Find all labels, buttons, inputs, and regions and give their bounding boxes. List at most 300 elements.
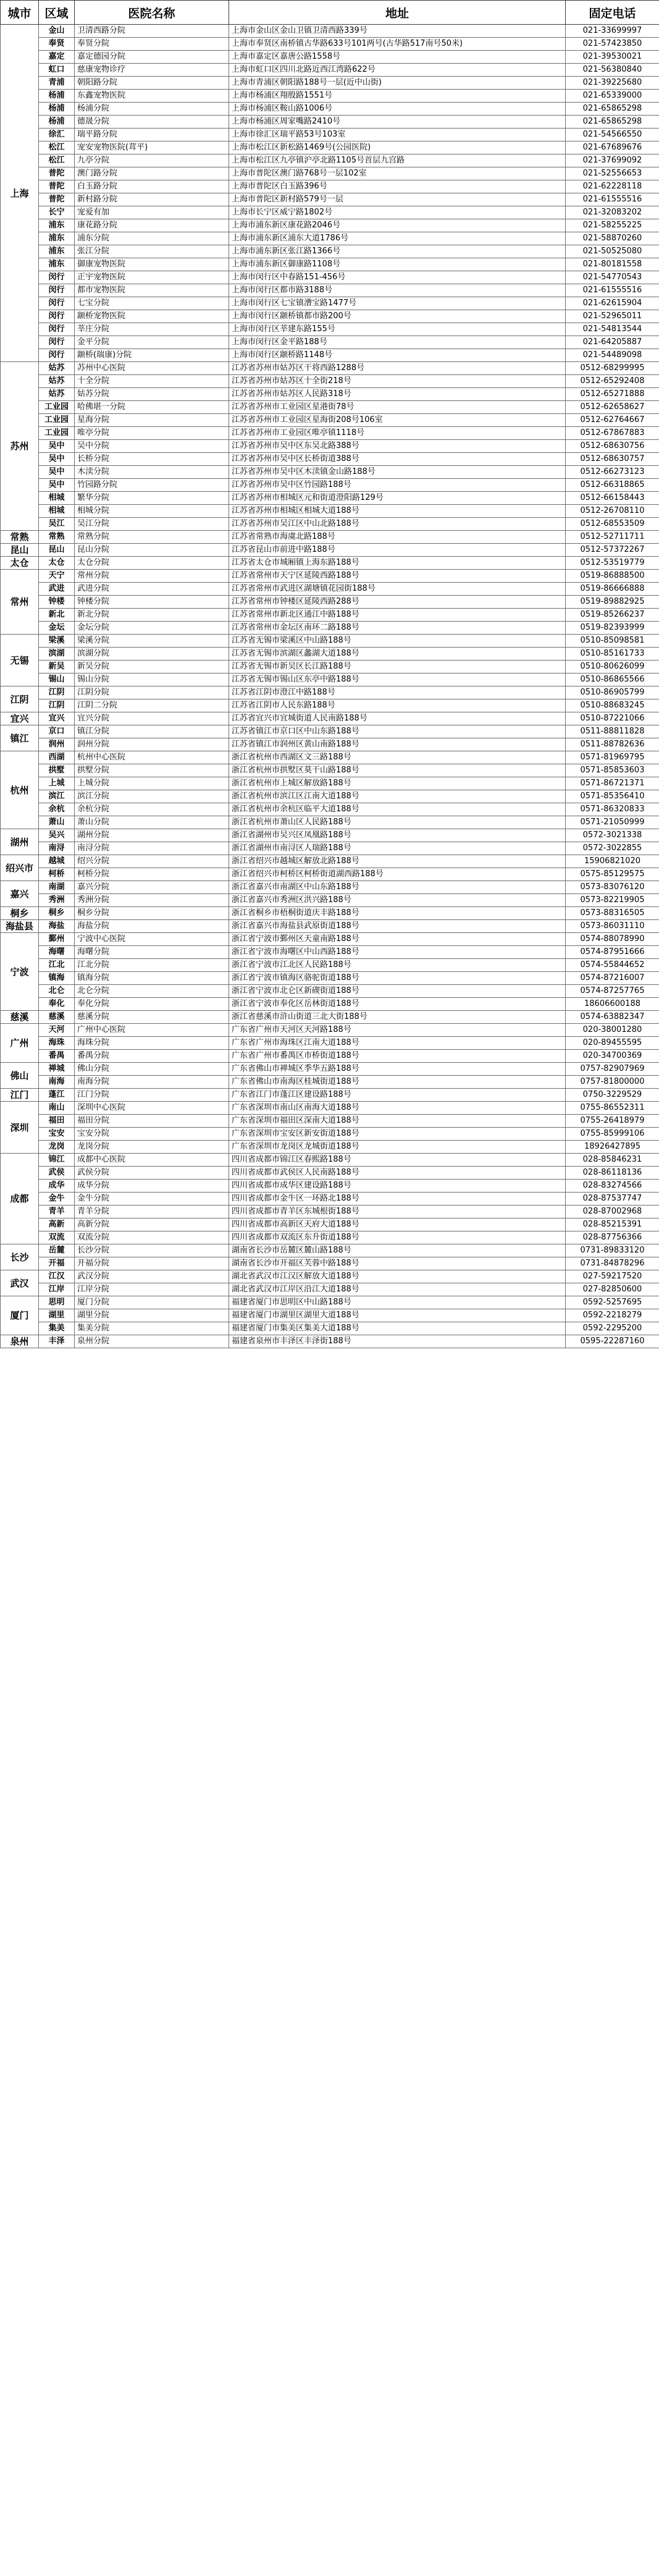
- address-cell: 浙江省宁波市海曙区中山西路188号: [229, 946, 566, 959]
- district-cell: 秀洲: [39, 894, 75, 907]
- phone-cell: 0510-88683245: [566, 699, 659, 712]
- table-row: [1, 1180, 659, 1193]
- hospital-name-cell: 金牛分院: [75, 1193, 229, 1206]
- table-row: [1, 1257, 659, 1270]
- hospital-name-cell: 宠安宠物医院(茸平): [75, 141, 229, 154]
- address-cell: 浙江省宁波市北仑区新碶街道188号: [229, 985, 566, 998]
- phone-cell: 18606600188: [566, 998, 659, 1011]
- district-cell: 吴中: [39, 466, 75, 479]
- phone-cell: 0592-2295200: [566, 1322, 659, 1335]
- district-cell: 思明: [39, 1296, 75, 1309]
- city-cell: 太仓: [1, 557, 39, 570]
- table-row: [1, 232, 659, 245]
- district-cell: 松江: [39, 141, 75, 154]
- address-cell: 江苏省常州市金坛区南环二路188号: [229, 622, 566, 635]
- phone-cell: 0512-68299995: [566, 362, 659, 375]
- address-cell: 江苏省常州市钟楼区延陵西路288号: [229, 596, 566, 609]
- hospital-name-cell: 浦东分院: [75, 232, 229, 245]
- district-cell: 钟楼: [39, 596, 75, 609]
- hospital-name-cell: 奉化分院: [75, 998, 229, 1011]
- address-cell: 江苏省苏州市姑苏区干将西路1288号: [229, 362, 566, 375]
- address-cell: 上海市普陀区新村路579号一层: [229, 193, 566, 206]
- table-row: [1, 1141, 659, 1154]
- address-cell: 江苏省宜兴市宜城街道人民南路188号: [229, 712, 566, 725]
- city-cell: 慈溪: [1, 1011, 39, 1024]
- district-cell: 润州: [39, 738, 75, 751]
- district-cell: 上城: [39, 777, 75, 790]
- table-row: [1, 1167, 659, 1180]
- phone-cell: 0512-53519779: [566, 557, 659, 570]
- hospital-name-cell: 杭州中心医院: [75, 751, 229, 764]
- city-cell: 湖州: [1, 829, 39, 855]
- district-cell: 滨湖: [39, 648, 75, 661]
- city-cell: 常熟: [1, 531, 39, 544]
- phone-cell: 0574-87257765: [566, 985, 659, 998]
- address-cell: 广东省佛山市南海区桂城街道188号: [229, 1076, 566, 1089]
- table-row: [1, 414, 659, 427]
- city-cell: 深圳: [1, 1102, 39, 1154]
- district-cell: 奉化: [39, 998, 75, 1011]
- hospital-name-cell: 颛桥(瑞康)分院: [75, 349, 229, 362]
- table-row: [1, 1270, 659, 1283]
- table-row: [1, 998, 659, 1011]
- table-row: [1, 596, 659, 609]
- district-cell: 杨浦: [39, 103, 75, 116]
- phone-cell: 0512-57372267: [566, 544, 659, 557]
- district-cell: 浦东: [39, 245, 75, 258]
- address-cell: 江苏省无锡市滨湖区蠡湖大道188号: [229, 648, 566, 661]
- district-cell: 湖里: [39, 1309, 75, 1322]
- table-row: [1, 1128, 659, 1141]
- address-cell: 江苏省镇江市京口区中山东路188号: [229, 725, 566, 738]
- phone-cell: 021-52965011: [566, 310, 659, 323]
- district-cell: 余杭: [39, 803, 75, 816]
- district-cell: 武侯: [39, 1167, 75, 1180]
- table-row: [1, 349, 659, 362]
- hospital-name-cell: 成都中心医院: [75, 1154, 229, 1167]
- city-cell: 海盐县: [1, 920, 39, 933]
- phone-cell: 0575-85129575: [566, 868, 659, 881]
- address-cell: 广东省深圳市宝安区新安街道188号: [229, 1128, 566, 1141]
- hospital-name-cell: 镇江分院: [75, 725, 229, 738]
- table-row: [1, 518, 659, 531]
- address-cell: 湖南省长沙市岳麓区麓山路188号: [229, 1244, 566, 1257]
- address-cell: 浙江省宁波市江北区人民路188号: [229, 959, 566, 972]
- district-cell: 闵行: [39, 271, 75, 284]
- district-cell: 禅城: [39, 1063, 75, 1076]
- address-cell: 湖北省武汉市江汉区解放大道188号: [229, 1270, 566, 1283]
- table-row: [1, 985, 659, 998]
- table-row: [1, 505, 659, 518]
- address-cell: 上海市闵行区中春路151-456号: [229, 271, 566, 284]
- phone-cell: 0519-85266237: [566, 609, 659, 622]
- hospital-name-cell: 萧山分院: [75, 816, 229, 829]
- hospital-name-cell: 七宝分院: [75, 297, 229, 310]
- table-row: [1, 751, 659, 764]
- address-cell: 上海市浦东新区浦东大道1786号: [229, 232, 566, 245]
- district-cell: 北仑: [39, 985, 75, 998]
- district-cell: 锦江: [39, 1154, 75, 1167]
- district-cell: 吴中: [39, 453, 75, 466]
- hospital-name-cell: 江阴二分院: [75, 699, 229, 712]
- address-cell: 四川省成都市武侯区人民南路188号: [229, 1167, 566, 1180]
- address-cell: 上海市长宁区威宁路1802号: [229, 206, 566, 219]
- district-cell: 闵行: [39, 310, 75, 323]
- address-cell: 四川省成都市高新区天府大道188号: [229, 1218, 566, 1231]
- district-cell: 双流: [39, 1231, 75, 1244]
- phone-cell: 020-38001280: [566, 1024, 659, 1037]
- phone-cell: 0571-21050999: [566, 816, 659, 829]
- address-cell: 上海市普陀区白玉路396号: [229, 180, 566, 193]
- phone-cell: 021-33699997: [566, 25, 659, 38]
- district-cell: 桐乡: [39, 907, 75, 920]
- table-header-row: [1, 1, 659, 25]
- phone-cell: 0512-65292408: [566, 375, 659, 388]
- city-cell: 昆山: [1, 544, 39, 557]
- table-row: [1, 816, 659, 829]
- hospital-name-cell: 吴江分院: [75, 518, 229, 531]
- header-district: 区域: [39, 1, 75, 25]
- phone-cell: 021-56380840: [566, 64, 659, 77]
- district-cell: 福田: [39, 1115, 75, 1128]
- phone-cell: 021-54770543: [566, 271, 659, 284]
- header-city: 城市: [1, 1, 39, 25]
- district-cell: 杨浦: [39, 90, 75, 103]
- district-cell: 吴兴: [39, 829, 75, 842]
- address-cell: 江苏省江阴市人民东路188号: [229, 699, 566, 712]
- district-cell: 工业园: [39, 401, 75, 414]
- hospital-name-cell: 慈康宠物诊疗: [75, 64, 229, 77]
- city-cell: 长沙: [1, 1244, 39, 1270]
- district-cell: 滨江: [39, 790, 75, 803]
- address-cell: 上海市杨浦区鞍山路1006号: [229, 103, 566, 116]
- district-cell: 天宁: [39, 570, 75, 583]
- address-cell: 上海市闵行区都市路3188号: [229, 284, 566, 297]
- table-row: [1, 686, 659, 699]
- phone-cell: 0757-81800000: [566, 1076, 659, 1089]
- table-row: [1, 219, 659, 232]
- district-cell: 武进: [39, 583, 75, 596]
- hospital-name-cell: 昆山分院: [75, 544, 229, 557]
- address-cell: 浙江省桐乡市梧桐街道庆丰路188号: [229, 907, 566, 920]
- address-cell: 四川省成都市锦江区春熙路188号: [229, 1154, 566, 1167]
- phone-cell: 027-59217520: [566, 1270, 659, 1283]
- hospital-name-cell: 龙岗分院: [75, 1141, 229, 1154]
- header-phone: 固定电话: [566, 1, 659, 25]
- address-cell: 四川省成都市青羊区东城根街188号: [229, 1206, 566, 1218]
- table-row: [1, 90, 659, 103]
- phone-cell: 028-83274566: [566, 1180, 659, 1193]
- district-cell: 高新: [39, 1218, 75, 1231]
- table-row: [1, 712, 659, 725]
- phone-cell: 0512-67867883: [566, 427, 659, 440]
- address-cell: 上海市闵行区颛桥镇都市路200号: [229, 310, 566, 323]
- hospital-name-cell: 宝安分院: [75, 1128, 229, 1141]
- district-cell: 松江: [39, 154, 75, 167]
- table-row: [1, 362, 659, 375]
- table-row: [1, 77, 659, 90]
- address-cell: 福建省厦门市集美区集美大道188号: [229, 1322, 566, 1335]
- hospital-name-cell: 滨江分院: [75, 790, 229, 803]
- phone-cell: 0574-55844652: [566, 959, 659, 972]
- hospital-name-cell: 嘉定德园分院: [75, 51, 229, 64]
- phone-cell: 0574-87216007: [566, 972, 659, 985]
- table-row: [1, 907, 659, 920]
- table-row: [1, 1063, 659, 1076]
- phone-cell: 020-89455595: [566, 1037, 659, 1050]
- table-row: [1, 1102, 659, 1115]
- table-row: [1, 38, 659, 51]
- table-row: [1, 103, 659, 116]
- address-cell: 福建省泉州市丰泽区丰泽街188号: [229, 1335, 566, 1348]
- table-row: [1, 258, 659, 271]
- phone-cell: 021-67689676: [566, 141, 659, 154]
- hospital-name-cell: 常熟分院: [75, 531, 229, 544]
- phone-cell: 021-32083202: [566, 206, 659, 219]
- district-cell: 南湖: [39, 881, 75, 894]
- table-row: [1, 1076, 659, 1089]
- phone-cell: 0755-85999106: [566, 1128, 659, 1141]
- table-row: [1, 894, 659, 907]
- hospital-name-cell: 十全分院: [75, 375, 229, 388]
- district-cell: 柯桥: [39, 868, 75, 881]
- hospital-name-cell: 都市宠物医院: [75, 284, 229, 297]
- address-cell: 上海市闵行区莘建东路155号: [229, 323, 566, 336]
- address-cell: 四川省成都市成华区建设路188号: [229, 1180, 566, 1193]
- address-cell: 浙江省绍兴市柯桥区柯桥街道湖西路188号: [229, 868, 566, 881]
- city-cell: 绍兴市: [1, 855, 39, 881]
- hospital-name-cell: 星海分院: [75, 414, 229, 427]
- address-cell: 上海市浦东新区康花路2046号: [229, 219, 566, 232]
- district-cell: 工业园: [39, 427, 75, 440]
- hospital-name-cell: 奉贤分院: [75, 38, 229, 51]
- phone-cell: 0573-82219905: [566, 894, 659, 907]
- address-cell: 江苏省苏州市相城区元和街道澄阳路129号: [229, 492, 566, 505]
- district-cell: 太仓: [39, 557, 75, 570]
- city-cell: 厦门: [1, 1296, 39, 1335]
- district-cell: 工业园: [39, 414, 75, 427]
- hospital-name-cell: 广州中心医院: [75, 1024, 229, 1037]
- hospital-name-cell: 朝阳路分院: [75, 77, 229, 90]
- city-cell: 常州: [1, 570, 39, 635]
- table-row: [1, 284, 659, 297]
- district-cell: 吴中: [39, 440, 75, 453]
- phone-cell: 0731-89833120: [566, 1244, 659, 1257]
- hospital-name-cell: 江北分院: [75, 959, 229, 972]
- district-cell: 海曙: [39, 946, 75, 959]
- phone-cell: 0757-82907969: [566, 1063, 659, 1076]
- table-row: [1, 790, 659, 803]
- phone-cell: 0595-22287160: [566, 1335, 659, 1348]
- phone-cell: 0571-85356410: [566, 790, 659, 803]
- phone-cell: 0512-68553509: [566, 518, 659, 531]
- table-row: [1, 946, 659, 959]
- hospital-name-cell: 江岸分院: [75, 1283, 229, 1296]
- table-row: [1, 1193, 659, 1206]
- address-cell: 福建省厦门市湖里区湖里大道188号: [229, 1309, 566, 1322]
- phone-cell: 028-85215391: [566, 1218, 659, 1231]
- phone-cell: 0512-52711711: [566, 531, 659, 544]
- city-cell: 广州: [1, 1024, 39, 1063]
- table-row: [1, 622, 659, 635]
- district-cell: 浦东: [39, 232, 75, 245]
- address-cell: 浙江省嘉兴市海盐县武原街道188号: [229, 920, 566, 933]
- phone-cell: 021-54566550: [566, 129, 659, 141]
- district-cell: 番禺: [39, 1050, 75, 1063]
- address-cell: 广东省广州市番禺区市桥街道188号: [229, 1050, 566, 1063]
- hospital-name-cell: 唯亭分院: [75, 427, 229, 440]
- table-row: [1, 1011, 659, 1024]
- address-cell: 广东省深圳市龙岗区龙城街道188号: [229, 1141, 566, 1154]
- table-row: [1, 959, 659, 972]
- table-row: [1, 868, 659, 881]
- phone-cell: 0511-88811828: [566, 725, 659, 738]
- address-cell: 江苏省苏州市工业园区星港街78号: [229, 401, 566, 414]
- header-address: 地址: [229, 1, 566, 25]
- table-row: [1, 180, 659, 193]
- phone-cell: 0510-85161733: [566, 648, 659, 661]
- address-cell: 四川省成都市双流区东升街道188号: [229, 1231, 566, 1244]
- district-cell: 姑苏: [39, 388, 75, 401]
- phone-cell: 0755-26418979: [566, 1115, 659, 1128]
- district-cell: 越城: [39, 855, 75, 868]
- address-cell: 湖南省长沙市开福区芙蓉中路188号: [229, 1257, 566, 1270]
- hospital-name-cell: 繁华分院: [75, 492, 229, 505]
- district-cell: 虹口: [39, 64, 75, 77]
- hospital-name-cell: 桐乡分院: [75, 907, 229, 920]
- phone-cell: 020-34700369: [566, 1050, 659, 1063]
- phone-cell: 0512-66318865: [566, 479, 659, 492]
- district-cell: 金牛: [39, 1193, 75, 1206]
- table-row: [1, 388, 659, 401]
- table-row: [1, 1206, 659, 1218]
- hospital-name-cell: 九亭分院: [75, 154, 229, 167]
- phone-cell: 021-62228118: [566, 180, 659, 193]
- district-cell: 吴江: [39, 518, 75, 531]
- district-cell: 成华: [39, 1180, 75, 1193]
- address-cell: 上海市闵行区七宝镇漕宝路1477号: [229, 297, 566, 310]
- hospital-name-cell: 武侯分院: [75, 1167, 229, 1180]
- district-cell: 锡山: [39, 674, 75, 686]
- phone-cell: 0592-5257695: [566, 1296, 659, 1309]
- district-cell: 江北: [39, 959, 75, 972]
- hospital-name-cell: 南浔分院: [75, 842, 229, 855]
- phone-cell: 0512-68630757: [566, 453, 659, 466]
- address-cell: 江苏省苏州市工业园区唯亭镇1118号: [229, 427, 566, 440]
- phone-cell: 0512-62764667: [566, 414, 659, 427]
- phone-cell: 0510-87221066: [566, 712, 659, 725]
- address-cell: 浙江省杭州市滨江区江南大道188号: [229, 790, 566, 803]
- hospital-name-cell: 常州分院: [75, 570, 229, 583]
- address-cell: 江苏省无锡市新吴区长江路188号: [229, 661, 566, 674]
- address-cell: 湖北省武汉市江岸区沿江大道188号: [229, 1283, 566, 1296]
- hospital-name-cell: 锡山分院: [75, 674, 229, 686]
- table-row: [1, 1218, 659, 1231]
- hospital-name-cell: 木渎分院: [75, 466, 229, 479]
- hospital-name-cell: 哈佛堪一分院: [75, 401, 229, 414]
- hospital-name-cell: 海曙分院: [75, 946, 229, 959]
- address-cell: 上海市松江区九亭镇沪亭北路1105号首层九宫路: [229, 154, 566, 167]
- table-row: [1, 310, 659, 323]
- address-cell: 广东省佛山市禅城区季华五路188号: [229, 1063, 566, 1076]
- hospital-name-cell: 莘庄分院: [75, 323, 229, 336]
- district-cell: 普陀: [39, 167, 75, 180]
- phone-cell: 021-57423850: [566, 38, 659, 51]
- district-cell: 金坛: [39, 622, 75, 635]
- hospital-name-cell: 滨湖分院: [75, 648, 229, 661]
- address-cell: 上海市闵行区金平路188号: [229, 336, 566, 349]
- hospital-name-cell: 镇海分院: [75, 972, 229, 985]
- district-cell: 普陀: [39, 180, 75, 193]
- district-cell: 相城: [39, 492, 75, 505]
- hospital-name-cell: 钟楼分院: [75, 596, 229, 609]
- phone-cell: 0510-85098581: [566, 635, 659, 648]
- district-cell: 闵行: [39, 349, 75, 362]
- address-cell: 浙江省杭州市上城区解放路188号: [229, 777, 566, 790]
- hospital-name-cell: 湖州分院: [75, 829, 229, 842]
- address-cell: 上海市浦东新区御康路1108号: [229, 258, 566, 271]
- header-hospital: 医院名称: [75, 1, 229, 25]
- hospital-name-cell: 宜兴分院: [75, 712, 229, 725]
- address-cell: 上海市浦东新区张江路1366号: [229, 245, 566, 258]
- hospital-name-cell: 润州分院: [75, 738, 229, 751]
- address-cell: 广东省广州市海珠区江南大道188号: [229, 1037, 566, 1050]
- address-cell: 上海市奉贤区南桥镇古华路633号101两号(古华路517南号50米): [229, 38, 566, 51]
- phone-cell: 0512-68630756: [566, 440, 659, 453]
- address-cell: 浙江省宁波市镇海区骆驼街道188号: [229, 972, 566, 985]
- district-cell: 青浦: [39, 77, 75, 90]
- hospital-name-cell: 新村路分院: [75, 193, 229, 206]
- table-row: [1, 725, 659, 738]
- hospital-name-cell: 成华分院: [75, 1180, 229, 1193]
- table-row: [1, 141, 659, 154]
- phone-cell: 0574-63882347: [566, 1011, 659, 1024]
- table-row: [1, 1335, 659, 1348]
- table-row: [1, 271, 659, 284]
- hospital-name-cell: 柯桥分院: [75, 868, 229, 881]
- district-cell: 长宁: [39, 206, 75, 219]
- table-row: [1, 492, 659, 505]
- address-cell: 浙江省杭州市拱墅区莫干山路188号: [229, 764, 566, 777]
- hospital-name-cell: 白玉路分院: [75, 180, 229, 193]
- district-cell: 江阴: [39, 686, 75, 699]
- hospital-name-cell: 拱墅分院: [75, 764, 229, 777]
- district-cell: 江汉: [39, 1270, 75, 1283]
- phone-cell: 0512-66273123: [566, 466, 659, 479]
- table-row: [1, 1244, 659, 1257]
- address-cell: 浙江省湖州市南浔区人瑞路188号: [229, 842, 566, 855]
- hospital-name-cell: 金坛分院: [75, 622, 229, 635]
- hospital-name-cell: 番禺分院: [75, 1050, 229, 1063]
- city-cell: 无锡: [1, 635, 39, 686]
- table-body: [1, 25, 659, 1348]
- address-cell: 江苏省苏州市吴江区中山北路188号: [229, 518, 566, 531]
- phone-cell: 15906821020: [566, 855, 659, 868]
- hospital-name-cell: 福田分院: [75, 1115, 229, 1128]
- table-row: [1, 609, 659, 622]
- district-cell: 南浔: [39, 842, 75, 855]
- table-row: [1, 336, 659, 349]
- hospital-name-cell: 秀洲分院: [75, 894, 229, 907]
- address-cell: 浙江省湖州市吴兴区凤凰路188号: [229, 829, 566, 842]
- hospital-name-cell: 余杭分院: [75, 803, 229, 816]
- phone-cell: 021-65865298: [566, 116, 659, 129]
- table-row: [1, 570, 659, 583]
- phone-cell: 027-82850600: [566, 1283, 659, 1296]
- table-row: [1, 1231, 659, 1244]
- hospital-name-cell: 张江分院: [75, 245, 229, 258]
- hospital-name-cell: 杨浦分院: [75, 103, 229, 116]
